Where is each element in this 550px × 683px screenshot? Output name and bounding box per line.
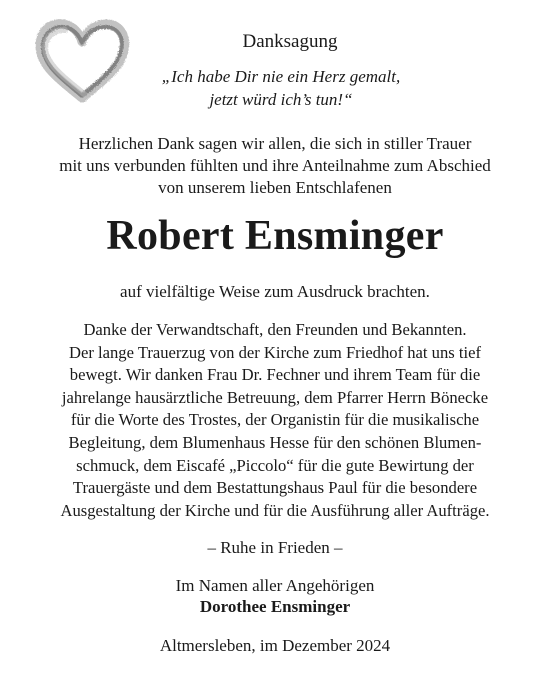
thanks-line: jahrelange hausärztliche Betreuung, dem Pfarrer Herrn Bönecke (61, 387, 489, 407)
quote-line-2: jetzt würd ich’s tun!“ (209, 90, 353, 109)
place-date: Altmersleben, im Dezember 2024 (159, 636, 391, 655)
intro-line-3: von unserem lieben Entschlafenen (158, 178, 392, 197)
notice-title: Danksagung (242, 31, 338, 52)
signature-intro: Im Namen aller Angehörigen (175, 576, 375, 595)
quote-line-1: „Ich habe Dir nie ein Herz gemalt, (161, 67, 401, 86)
thanks-line: für die Worte des Trostes, der Organistin für die musikalische (70, 410, 480, 430)
thanks-line: Ausgestaltung der Kirche und für die Ausführung aller Aufträge. (60, 500, 490, 520)
after-name-text: auf vielfältige Weise zum Ausdruck brachten. (120, 282, 430, 301)
thanks-line: Begleitung, dem Blumenhaus Hesse für den schönen Blumen- (68, 432, 482, 452)
thanks-line: schmuck, dem Eiscafé „Piccolo“ für die gute Bewirtung der (76, 455, 474, 475)
intro-line-1: Herzlichen Dank sagen wir allen, die sich in stiller Trauer (78, 134, 472, 153)
intro-line-2: mit uns verbunden fühlten und ihre Anteilnahme zum Abschied (59, 156, 491, 175)
closing-phrase: – Ruhe in Frieden – (207, 538, 343, 557)
thanks-line: Der lange Trauerzug von der Kirche zum Friedhof hat uns tief (69, 342, 481, 362)
thanks-paragraph (24, 319, 526, 522)
signer-name: Dorothee Ensminger (199, 597, 351, 616)
deceased-name: Robert Ensminger (106, 213, 444, 259)
thanks-line: Danke der Verwandtschaft, den Freunden und Bekannten. (83, 320, 467, 339)
thanks-line: Trauergäste und dem Bestattungshaus Paul für die besondere (72, 478, 478, 498)
thanks-line: bewegt. Wir danken Frau Dr. Fechner und ihrem Team für die (69, 365, 481, 385)
